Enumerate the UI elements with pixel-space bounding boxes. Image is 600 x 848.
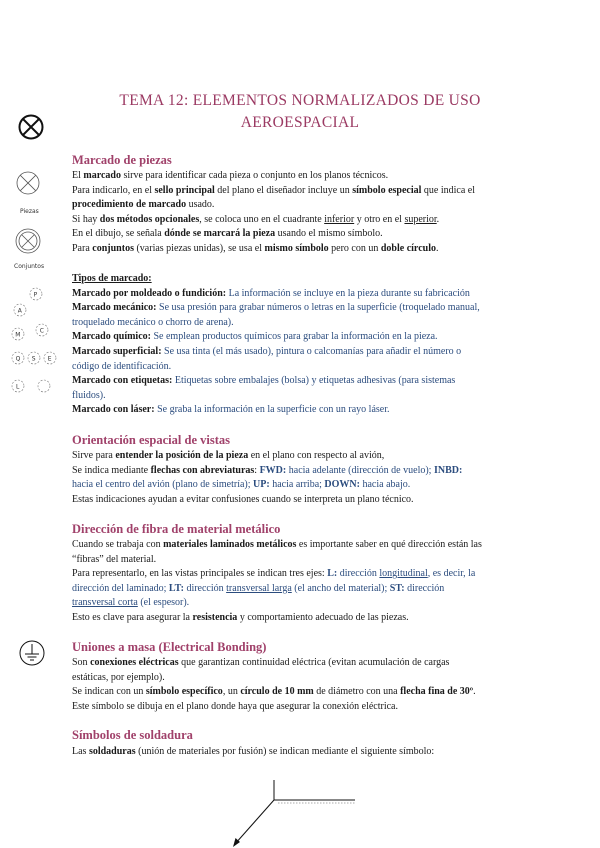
title-line-2: AEROESPACIAL <box>240 114 360 131</box>
page-title <box>0 90 600 134</box>
orientacion-line-3: hacia el centro del avión (plano de simetría); UP: hacia arriba; DOWN: hacia abajo. <box>72 479 411 491</box>
tipo-superficial-cont: código de identificación. <box>72 360 172 372</box>
marcado-line-2: Para indicarlo, en el sello principal del plano el diseñador incluye un símbolo especial que indica el <box>72 184 475 196</box>
mark-icon-l <box>12 380 24 392</box>
section-heading-orientacion: Orientación espacial de vistas <box>72 433 230 447</box>
mark-icon-c <box>36 324 48 336</box>
masa-line-3: Se indican con un símbolo específico, un círculo de 10 mm de diámetro con una flecha fina de 30º. <box>72 686 476 698</box>
mark-letter-q: Q <box>15 355 21 363</box>
mark-letter-a: A <box>17 307 22 315</box>
mark-icon-p <box>30 288 42 300</box>
mark-icon-blank <box>38 380 50 392</box>
fibra-line-5: transversal corta (el espesor). <box>72 597 190 609</box>
mark-letter-p: P <box>33 291 38 299</box>
fibra-line-3: Para representarlo, en las vistas principales se indican tres ejes: L: dirección longitudinal, es decir, la <box>72 568 476 580</box>
tipo-laser: Marcado con láser: Se graba la información en la superficie con un rayo láser. <box>72 404 390 416</box>
circle-cross-bold-icon <box>17 113 45 141</box>
masa-line-1: Son conexiones eléctricas que garantizan continuidad eléctrica (evitan acumulación de cargas <box>72 657 450 668</box>
fibra-line-2: “fibras” del material. <box>72 553 157 565</box>
orientacion-line-2: Se indica mediante flechas con abreviaturas: FWD: hacia adelante (dirección de vuelo); INBD: <box>72 464 463 476</box>
tipo-mecanico-cont: troquelado mecánico o chorro de arena). <box>72 316 234 328</box>
mark-icon-m <box>12 328 24 340</box>
mark-letter-l: L <box>16 383 20 391</box>
welding-symbol-diagram <box>225 770 365 848</box>
margin-label-conjuntos: Conjuntos <box>14 263 45 270</box>
mark-letter-m: M <box>15 331 21 339</box>
orientacion-line-1: Sirve para entender la posición de la pieza en el plano con respecto al avión, <box>72 450 385 461</box>
mark-icon-s <box>28 352 40 364</box>
mark-letter-c: C <box>39 327 45 335</box>
mark-icon-a <box>14 304 26 316</box>
tipo-superficial: Marcado superficial: Se usa tinta (el más usado), pintura o calcomanías para añadir el número o <box>72 345 462 357</box>
soldadura-line-1: Las soldaduras (unión de materiales por fusión) se indican mediante el siguiente símbolo: <box>72 746 435 757</box>
mark-icon-e <box>44 352 56 364</box>
double-circle-cross-assemblies-icon <box>14 227 42 255</box>
section-marcado-body <box>72 169 542 257</box>
section-heading-masa: Uniones a masa (Electrical Bonding) <box>72 640 267 654</box>
marcado-line-1: El marcado sirve para identificar cada pieza o conjunto en los planos técnicos. <box>72 170 389 181</box>
tipo-mecanico: Marcado mecánico: Se usa presión para grabar números o letras en la superficie (troquelado manual, <box>72 302 480 314</box>
section-soldadura-body <box>72 745 542 760</box>
tipo-etiquetas: Marcado con etiquetas: Etiquetas sobre embalajes (bolsa) y etiquetas adhesivas (para sistemas <box>72 375 456 387</box>
section-heading-soldadura: Símbolos de soldadura <box>72 728 193 742</box>
mark-icon-q <box>12 352 24 364</box>
tipo-moldeado: Marcado por moldeado o fundición: La información se incluye en la pieza durante su fabricación <box>72 287 470 299</box>
margin-label-piezas: Piezas <box>20 208 39 215</box>
weld-arrow-line <box>235 800 274 844</box>
section-tipos <box>72 272 542 418</box>
section-orientacion-body <box>72 449 542 507</box>
tipos-heading: Tipos de marcado: <box>72 273 152 284</box>
fibra-line-1: Cuando se trabaja con materiales laminados metálicos es importante saber en qué dirección están las <box>72 539 482 550</box>
mark-letter-e: E <box>47 355 52 363</box>
circle-cross-pieces-icon <box>15 170 41 196</box>
title-line-1: TEMA 12: ELEMENTOS NORMALIZADOS DE USO <box>119 92 481 109</box>
section-heading-fibra: Dirección de fibra de material metálico <box>72 522 281 536</box>
marcado-line-3: procedimiento de marcado usado. <box>72 199 215 211</box>
masa-line-2: estáticas, por ejemplo). <box>72 671 165 683</box>
fibra-line-6: Esto es clave para asegurar la resistencia y comportamiento adecuado de las piezas. <box>72 611 409 623</box>
section-fibra-body <box>72 538 542 626</box>
section-heading-marcado: Marcado de piezas <box>72 153 172 167</box>
marcado-line-5: En el dibujo, se señala dónde se marcará la pieza usando el mismo símbolo. <box>72 228 383 240</box>
masa-line-4: Este símbolo se dibuja en el plano donde haya que asegurar la conexión eléctrica. <box>72 700 398 712</box>
electrical-bonding-icon <box>18 635 50 671</box>
mark-letter-s: S <box>31 355 36 363</box>
marcado-line-4: Si hay dos métodos opcionales, se coloca uno en el cuadrante inferior y otro en el superior. <box>72 213 440 225</box>
fibra-line-4: dirección del laminado; LT: dirección transversal larga (el ancho del material); ST: dirección <box>72 582 445 594</box>
tipo-quimico: Marcado químico: Se emplean productos químicos para grabar la información en la pieza. <box>72 331 438 343</box>
orientacion-line-4: Estas indicaciones ayudan a evitar confusiones cuando se interpreta un plano técnico. <box>72 493 414 505</box>
mark-type-icons <box>6 282 61 400</box>
section-masa-body <box>72 656 542 714</box>
marcado-line-6: Para conjuntos (varias piezas unidas), se usa el mismo símbolo pero con un doble círculo. <box>72 242 439 254</box>
tipo-etiquetas-cont: fluidos). <box>72 389 106 401</box>
